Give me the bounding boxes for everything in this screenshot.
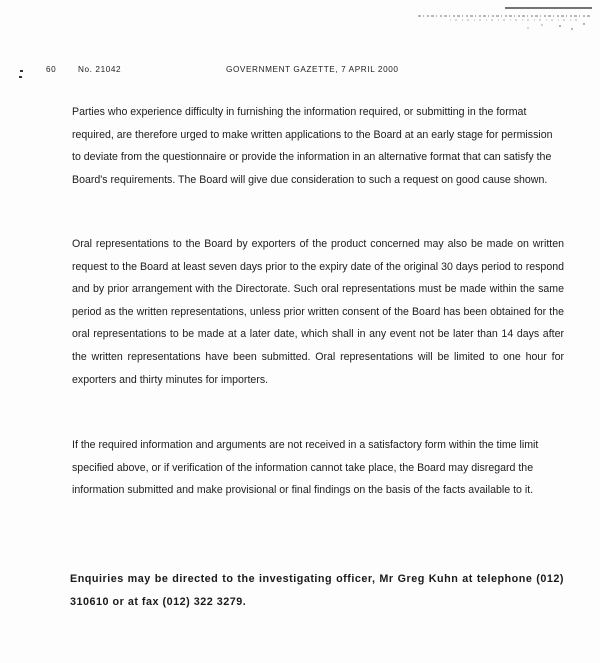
margin-mark (19, 76, 22, 78)
scan-artifacts (410, 6, 595, 36)
paragraph-format-deviation: Parties who experience difficulty in furnishing the information required, or submitting in the format required, are therefore urged to make written applications to the Board at an early stage for permission to deviate from the questionnaire or provide the information in an alternative format that can satisfy the Board's requirements. The Board will give due consideration to such a request on good cause shown. (72, 106, 553, 186)
gazette-number: No. 21042 (78, 65, 122, 74)
paragraph-information-requirements: If the required information and arguments are not received in a satisfactory form within the time limit specified above, or if verification of the information cannot take place, the Board may disregard the information submitted and make provisional or final findings on the basis of the facts available to it. (72, 439, 539, 497)
margin-mark (20, 70, 23, 72)
enquiries-contact: Enquiries may be directed to the investigating officer, Mr Greg Kuhn at telephone (012) 310610 or at fax (012) 322 3279. (70, 573, 564, 608)
page-number: 60 (46, 65, 57, 74)
gazette-title: GOVERNMENT GAZETTE, 7 APRIL 2000 (226, 65, 399, 74)
paragraph-oral-representations: Oral representations to the Board by exporters of the product concerned may also be made on written request to the Board at least seven days prior to the expiry date of the original 30 days period to respond and by prior arrangement with the Directorate. Such oral representations must be made within the same period as the written representations, unless prior written consent of the Board has been obtained for the oral representations to be made at a later date, which shall in any event not be later than 14 days after the written representations have been submitted. Oral representations will be limited to one hour for exporters and thirty minutes for importers. (72, 238, 564, 386)
